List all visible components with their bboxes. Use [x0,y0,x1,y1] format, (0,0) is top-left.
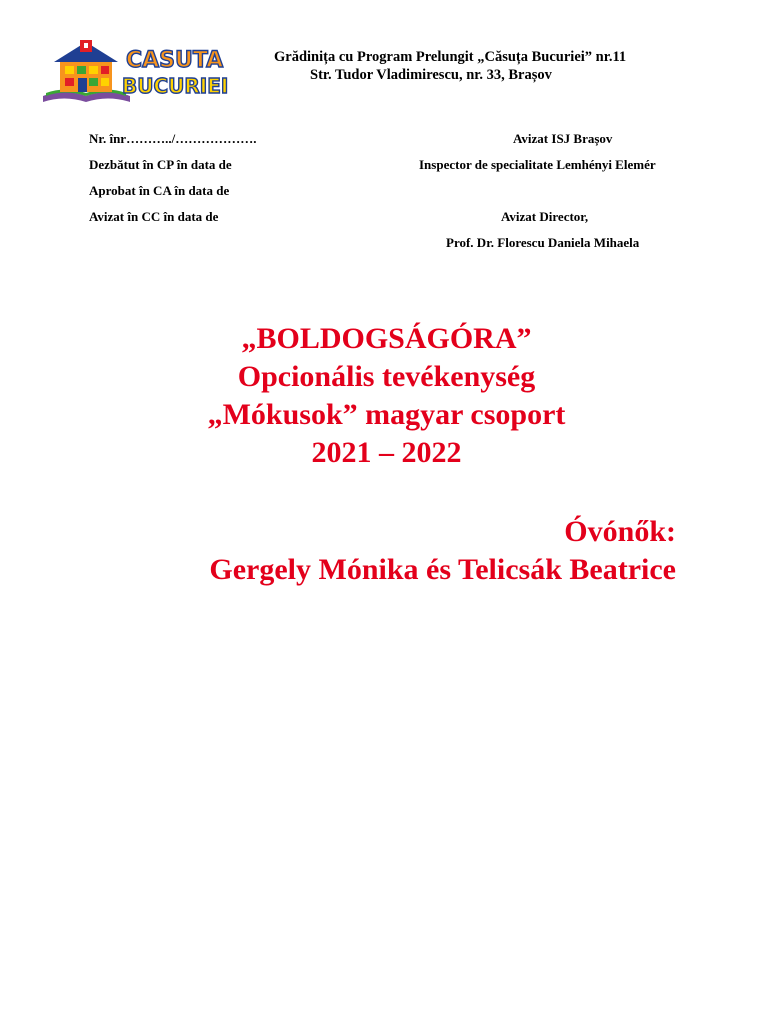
approved-ca: Aprobat în CA în data de [89,183,230,198]
isj-endorsement: Avizat ISJ Brașov [513,131,613,146]
title-subtitle: Opcionális tevékenység [237,360,536,393]
title-year: 2021 – 2022 [311,436,462,469]
approval-right-column [400,126,700,256]
registration-number: Nr. înr………../………………. [89,131,257,146]
teachers-names: Gergely Mónika és Telicsák Beatrice [209,553,676,586]
title-group: „Mókusok” magyar csoport [207,398,566,431]
school-header [256,48,666,84]
document-title [0,320,768,472]
school-name: Grădinița cu Program Prelungit „Căsuța Bucuriei” nr.11 [274,49,627,65]
logo-text-bucuriei: BUCURIEI [122,74,229,98]
endorsed-cc: Avizat în CC în data de [89,209,219,224]
spacer [400,178,700,204]
school-address: Str. Tudor Vladimirescu, nr. 33, Brașov [310,67,552,83]
director-name: Prof. Dr. Florescu Daniela Mihaela [446,235,640,250]
title-main: „BOLDOGSÁGÓRA” [241,322,532,355]
logo-text-casuta: CASUTA [126,48,224,73]
inspector-name: Inspector de specialitate Lemhényi Elemér [419,157,656,172]
teachers-block [209,513,676,589]
teachers-label: Óvónők: [564,515,676,548]
approval-left-column [89,126,256,230]
director-endorsement: Avizat Director, [501,209,589,224]
debated-cp: Dezbătut în CP în data de [89,157,232,172]
school-logo [40,38,245,106]
